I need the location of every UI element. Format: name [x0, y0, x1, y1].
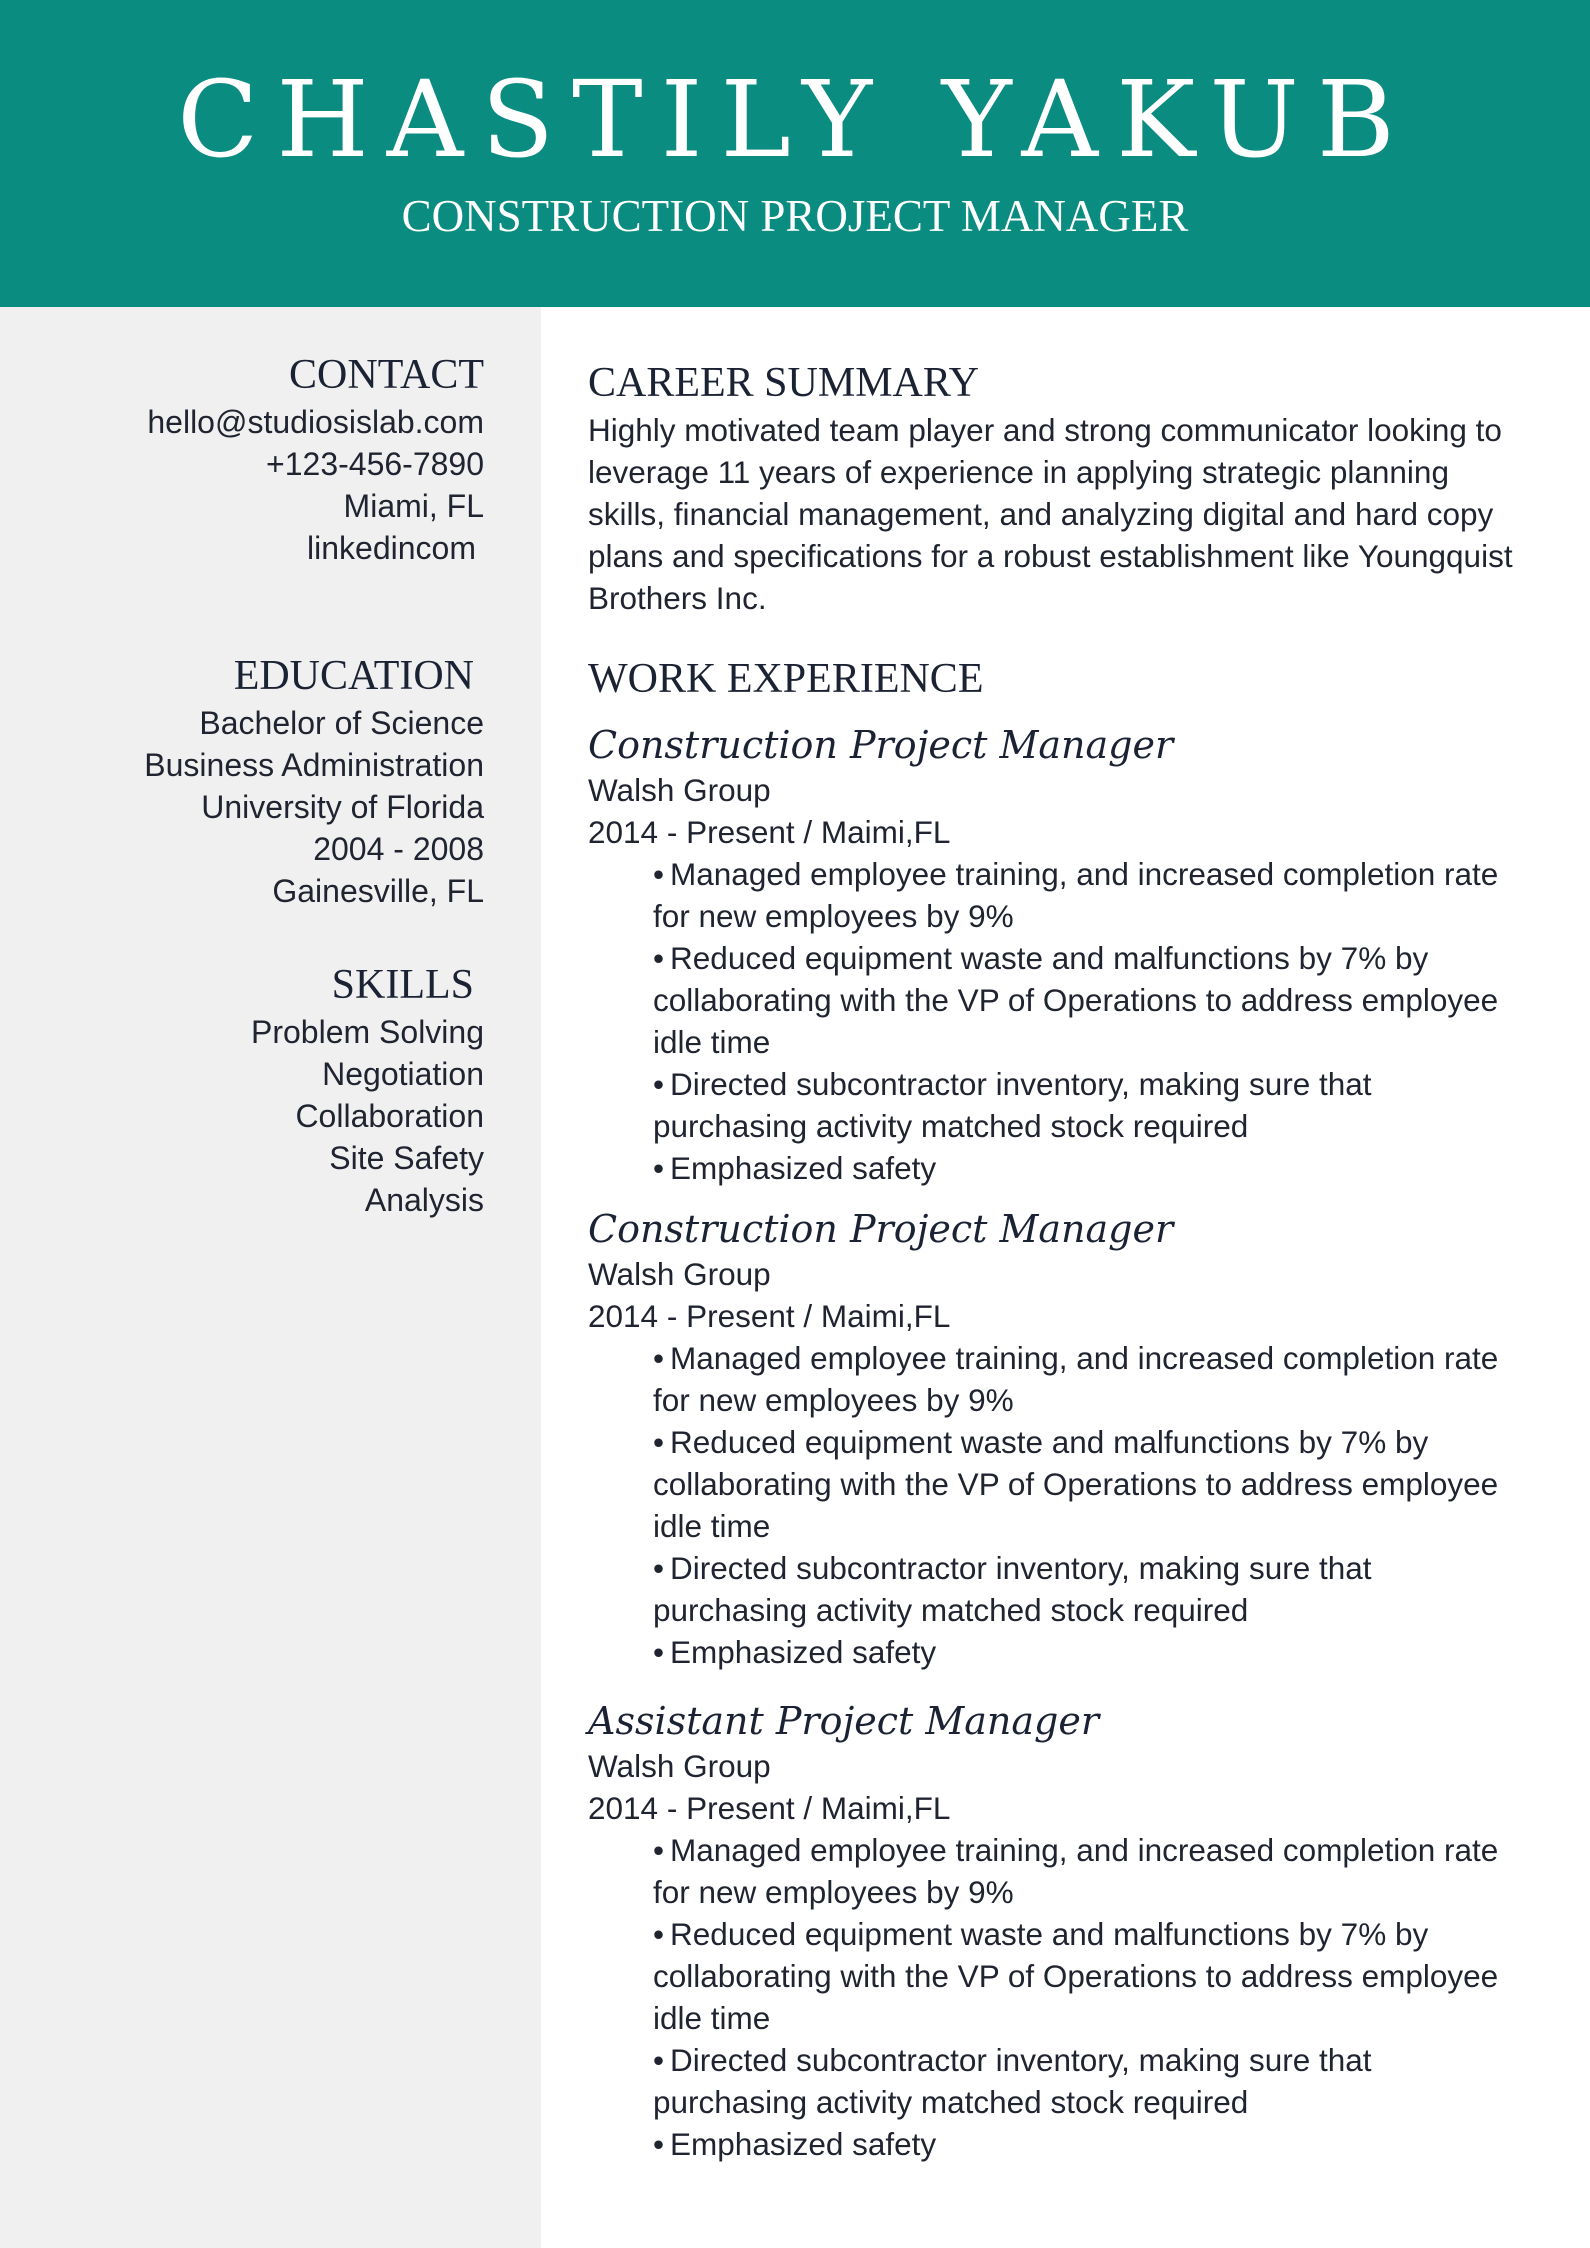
- job-bullet: • Emphasized safety: [653, 1634, 937, 1670]
- job-bullet: • Directed subcontractor inventory, making sure that purchasing activity matched stock required: [653, 1550, 1372, 1628]
- job-bullet: • Emphasized safety: [653, 2126, 937, 2162]
- education-school: University of Florida: [201, 789, 484, 825]
- job-bullet: • Managed employee training, and increased completion rate for new employees by 9%: [653, 856, 1499, 934]
- contact-linkedin: linkedincom: [307, 530, 476, 566]
- job-bullet: • Emphasized safety: [653, 1150, 937, 1186]
- education-degree: Bachelor of Science: [199, 705, 484, 741]
- job-bullets: [588, 853, 1513, 1189]
- job-bullet: • Managed employee training, and increased completion rate for new employees by 9%: [653, 1832, 1499, 1910]
- education-location: Gainesville, FL: [272, 873, 484, 909]
- contact-phone: +123-456-7890: [266, 446, 484, 482]
- candidate-title: CONSTRUCTION PROJECT MANAGER: [401, 191, 1189, 241]
- career-summary-text: Highly motivated team player and strong communicator looking to leverage 11 years of experience in applying strategic planning skills, financial management, and analyzing digital and hard copy plans and specifications for a robust establishment like Youngquist Brothers Inc.: [588, 412, 1513, 616]
- job-company: Walsh Group: [588, 1256, 771, 1292]
- education-years: 2004 - 2008: [313, 831, 484, 867]
- job-dates: 2014 - Present / Maimi,FL: [588, 814, 951, 850]
- job-bullets: [588, 1829, 1513, 2165]
- skills-heading: SKILLS: [331, 962, 474, 1008]
- job-entry: [588, 1697, 1513, 2165]
- job-entry: [588, 1205, 1513, 1673]
- skill-item: Negotiation: [322, 1056, 484, 1092]
- job-bullets: [588, 1337, 1513, 1673]
- contact-heading: CONTACT: [289, 352, 484, 398]
- job-company: Walsh Group: [588, 772, 771, 808]
- job-title: Construction Project Manager: [588, 723, 1174, 767]
- work-experience-heading: WORK EXPERIENCE: [588, 656, 984, 702]
- job-bullet: • Directed subcontractor inventory, making sure that purchasing activity matched stock required: [653, 1066, 1372, 1144]
- skill-item: Site Safety: [329, 1140, 484, 1176]
- skill-item: Problem Solving: [251, 1014, 484, 1050]
- skill-item: Analysis: [364, 1182, 484, 1218]
- contact-section: [147, 349, 484, 569]
- contact-email: hello@studiosislab.com: [147, 404, 484, 440]
- work-experience-heading-block: [588, 653, 983, 705]
- career-summary-section: [588, 357, 1533, 619]
- job-bullet: • Reduced equipment waste and malfunctions by 7% by collaborating with the VP of Operations to address employee idle time: [653, 940, 1499, 1060]
- job-title: Assistant Project Manager: [588, 1699, 1100, 1743]
- sidebar: [0, 307, 541, 2248]
- job-dates: 2014 - Present / Maimi,FL: [588, 1298, 951, 1334]
- job-bullet: • Directed subcontractor inventory, making sure that purchasing activity matched stock required: [653, 2042, 1372, 2120]
- skills-section: [251, 959, 484, 1221]
- education-heading: EDUCATION: [233, 653, 474, 699]
- contact-location: Miami, FL: [343, 488, 484, 524]
- job-bullet: • Reduced equipment waste and malfunctions by 7% by collaborating with the VP of Operations to address employee idle time: [653, 1424, 1499, 1544]
- career-summary-heading: CAREER SUMMARY: [588, 360, 979, 406]
- education-section: [144, 650, 484, 912]
- job-entry: [588, 721, 1513, 1189]
- job-bullet: • Reduced equipment waste and malfunctions by 7% by collaborating with the VP of Operations to address employee idle time: [653, 1916, 1499, 2036]
- candidate-name: CHASTILY YAKUB: [177, 58, 1413, 181]
- job-title: Construction Project Manager: [588, 1207, 1174, 1251]
- header-band: [0, 0, 1590, 307]
- job-dates: 2014 - Present / Maimi,FL: [588, 1790, 951, 1826]
- education-major: Business Administration: [144, 747, 484, 783]
- job-bullet: • Managed employee training, and increased completion rate for new employees by 9%: [653, 1340, 1499, 1418]
- skill-item: Collaboration: [295, 1098, 484, 1134]
- job-company: Walsh Group: [588, 1748, 771, 1784]
